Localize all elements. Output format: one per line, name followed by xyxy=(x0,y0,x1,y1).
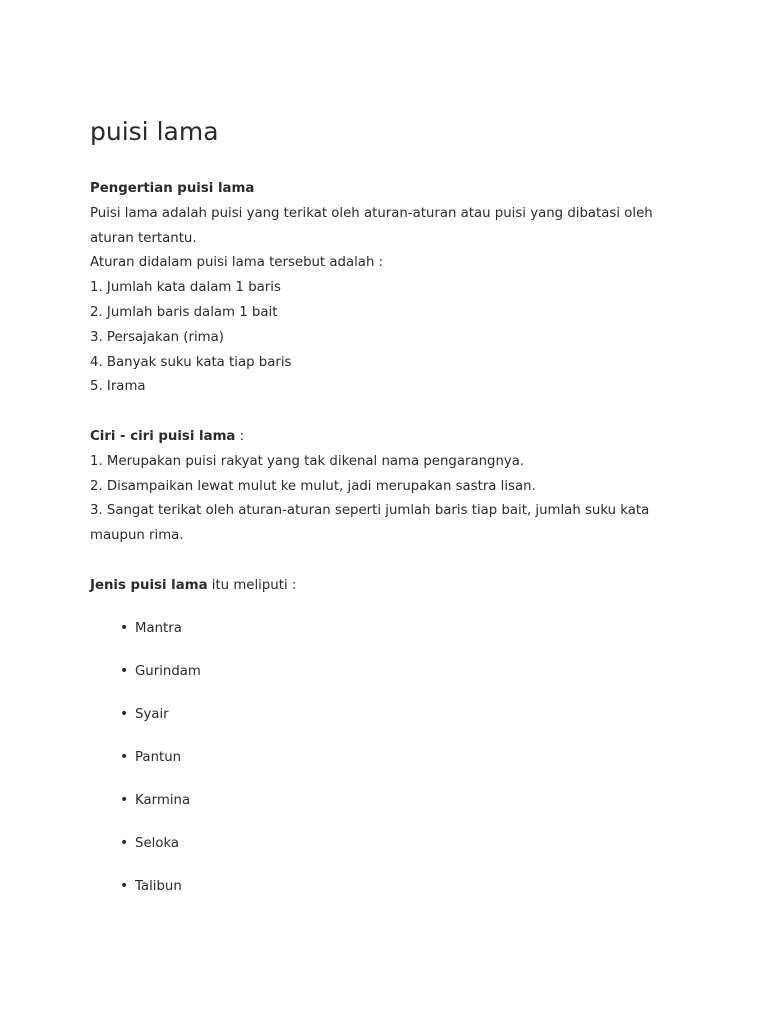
list-item xyxy=(120,787,201,830)
paragraph-line: Puisi lama adalah puisi yang terikat oleh aturan-aturan atau puisi yang dibatasi oleh xyxy=(90,205,653,221)
jenis-list xyxy=(120,615,201,916)
list-item xyxy=(120,744,201,787)
ciri-item: 3. Sangat terikat oleh aturan-aturan seperti jumlah baris tiap bait, jumlah suku kata xyxy=(90,503,650,519)
spacer xyxy=(90,549,690,574)
ciri-item: maupun rima. xyxy=(90,528,184,544)
list-item xyxy=(120,873,201,916)
heading-suffix: itu meliputi : xyxy=(207,577,297,593)
bullet-icon: • xyxy=(120,663,129,679)
bullet-icon: • xyxy=(120,792,129,808)
rule-item: 2. Jumlah baris dalam 1 bait xyxy=(90,304,278,320)
bullet-icon: • xyxy=(120,878,129,894)
section-heading-jenis: Jenis puisi lama xyxy=(90,577,208,593)
paragraph-line: aturan tertantu. xyxy=(90,230,197,246)
list-item-label: Talibun xyxy=(135,879,182,894)
rule-item: 3. Persajakan (rima) xyxy=(90,329,224,345)
section-heading-ciri: Ciri - ciri puisi lama xyxy=(90,428,236,444)
section-heading-pengertian: Pengertian puisi lama xyxy=(90,181,255,196)
section-heading-jenis-line xyxy=(90,574,690,599)
rules-intro: Aturan didalam puisi lama tersebut adalah : xyxy=(90,255,384,271)
heading-suffix: : xyxy=(235,428,245,444)
list-item-label: Pantun xyxy=(135,750,182,765)
spacer xyxy=(90,400,690,425)
list-item-label: Mantra xyxy=(135,621,182,636)
list-item-label: Gurindam xyxy=(135,664,201,679)
ciri-item: 1. Merupakan puisi rakyat yang tak dikenal nama pengarangnya. xyxy=(90,453,525,469)
section-heading-ciri-line xyxy=(90,425,690,450)
ciri-item: 2. Disampaikan lewat mulut ke mulut, jadi merupakan sastra lisan. xyxy=(90,478,536,494)
list-item xyxy=(120,701,201,744)
bullet-icon: • xyxy=(120,706,129,722)
bullet-icon: • xyxy=(120,620,129,636)
bullet-icon: • xyxy=(120,835,129,851)
list-item xyxy=(120,615,201,658)
rule-item: 1. Jumlah kata dalam 1 baris xyxy=(90,280,281,296)
rule-item: 4. Banyak suku kata tiap baris xyxy=(90,354,292,370)
list-item-label: Seloka xyxy=(135,836,180,851)
list-item xyxy=(120,658,201,701)
bullet-icon: • xyxy=(120,749,129,765)
list-item xyxy=(120,830,201,873)
list-item-label: Karmina xyxy=(135,793,191,808)
document-body xyxy=(90,177,690,599)
list-item-label: Syair xyxy=(135,707,169,722)
rule-item: 5. Irama xyxy=(90,379,146,395)
page-title: puisi lama xyxy=(90,117,219,146)
